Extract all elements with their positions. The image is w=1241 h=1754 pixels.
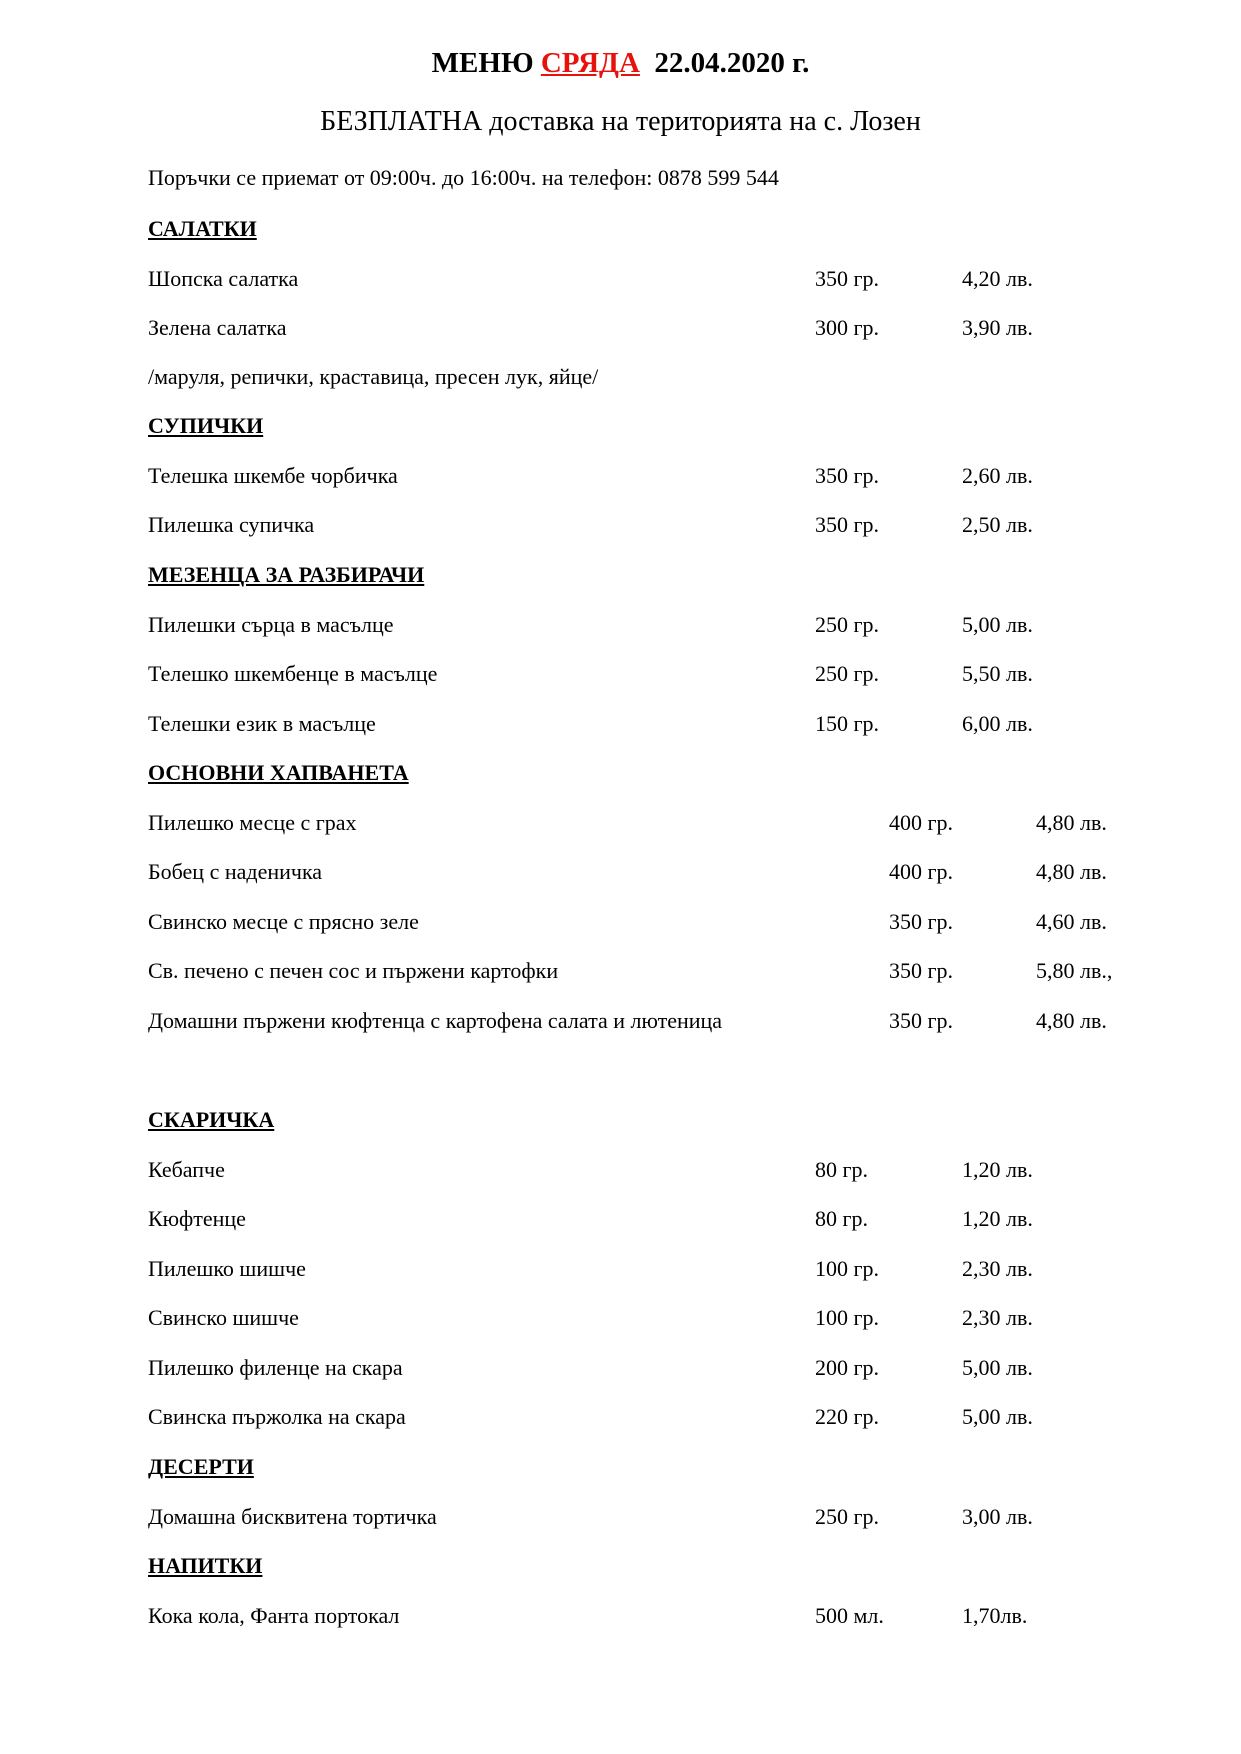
item-price: 6,00 лв.	[962, 711, 1033, 736]
item-name: Свинско месце с прясно зеле	[148, 909, 419, 934]
item-price: 4,80 лв.	[1036, 810, 1107, 835]
item-quantity: 350 гр.	[889, 958, 954, 983]
section-title-appetizers: МЕЗЕНЦА ЗА РАЗБИРАЧИ	[148, 562, 425, 587]
item-price: 5,00 лв.	[962, 1355, 1033, 1380]
item-price: 2,30 лв.	[962, 1256, 1033, 1281]
menu-item	[0, 660, 1241, 688]
section-title-desserts: ДЕСЕРТИ	[148, 1454, 254, 1479]
title-day: СРЯДА	[540, 47, 640, 79]
item-price: 3,90 лв.	[962, 315, 1033, 340]
item-name: Пилешко филенце на скара	[148, 1355, 403, 1380]
item-quantity: 250 гр.	[815, 661, 880, 686]
item-name: Свинска пържолка на скара	[148, 1404, 406, 1429]
section-title-soups: СУПИЧКИ	[148, 413, 264, 438]
menu-item	[0, 265, 1241, 293]
menu-item	[0, 1403, 1241, 1431]
item-price: 2,50 лв.	[962, 512, 1033, 537]
menu-item	[0, 1354, 1241, 1382]
title-prefix: МЕНЮ	[431, 47, 534, 79]
menu-item	[0, 710, 1241, 738]
item-price: 2,30 лв.	[962, 1305, 1033, 1330]
page-title	[0, 45, 1241, 81]
item-quantity: 300 гр.	[815, 315, 880, 340]
menu-item	[0, 611, 1241, 639]
item-note: /маруля, репички, краставица, пресен лук, яйце/	[148, 364, 599, 389]
item-price: 4,80 лв.	[1036, 859, 1107, 884]
delivery-subtitle: БЕЗПЛАТНА доставка на територията на с. Лозен	[320, 106, 921, 137]
item-quantity: 350 гр.	[889, 1008, 954, 1033]
item-name: Пилешка супичка	[148, 512, 315, 537]
item-quantity: 400 гр.	[889, 810, 954, 835]
item-quantity: 80 гр.	[815, 1206, 869, 1231]
item-name: Шопска салатка	[148, 266, 299, 291]
item-price: 5,80 лв.,	[1036, 958, 1113, 983]
menu-item	[0, 1304, 1241, 1332]
item-price: 4,80 лв.	[1036, 1008, 1107, 1033]
item-price: 1,70лв.	[962, 1603, 1028, 1628]
item-name: Зелена салатка	[148, 315, 287, 340]
item-quantity: 250 гр.	[815, 1504, 880, 1529]
item-price: 5,50 лв.	[962, 661, 1033, 686]
item-quantity: 80 гр.	[815, 1157, 869, 1182]
item-name: Пилешко месце с грах	[148, 810, 357, 835]
item-quantity: 100 гр.	[815, 1256, 880, 1281]
section-title-grill: СКАРИЧКА	[148, 1107, 275, 1132]
item-price: 1,20 лв.	[962, 1206, 1033, 1231]
menu-item	[0, 1205, 1241, 1233]
item-name: Телешко шкембенце в масълце	[148, 661, 438, 686]
item-name: Свинско шишче	[148, 1305, 299, 1330]
item-quantity: 350 гр.	[815, 266, 880, 291]
menu-item	[0, 511, 1241, 539]
item-quantity: 150 гр.	[815, 711, 880, 736]
item-quantity: 350 гр.	[815, 512, 880, 537]
item-price: 3,00 лв.	[962, 1504, 1033, 1529]
section-title-drinks: НАПИТКИ	[148, 1553, 263, 1578]
title-date: 22.04.2020 г.	[654, 47, 810, 79]
menu-item	[0, 1503, 1241, 1531]
item-quantity: 220 гр.	[815, 1404, 880, 1429]
section-title-mains: ОСНОВНИ ХАПВАНЕТА	[148, 760, 409, 785]
menu-item	[0, 858, 1241, 886]
item-name: Домашни пържени кюфтенца с картофена салата и лютеница	[148, 1008, 723, 1033]
item-quantity: 350 гр.	[889, 909, 954, 934]
item-name: Пилешки сърца в масълце	[148, 612, 394, 637]
item-name: Кока кола, Фанта портокал	[148, 1603, 400, 1628]
item-name: Кебапче	[148, 1157, 225, 1182]
menu-item	[0, 462, 1241, 490]
orders-info: Поръчки се приемат от 09:00ч. до 16:00ч. на телефон: 0878 599 544	[148, 165, 779, 190]
item-price: 2,60 лв.	[962, 463, 1033, 488]
menu-item	[0, 1007, 1241, 1035]
section-title-salads: САЛАТКИ	[148, 216, 257, 241]
menu-item	[0, 314, 1241, 342]
menu-item	[0, 957, 1241, 985]
item-price: 4,60 лв.	[1036, 909, 1107, 934]
item-price: 5,00 лв.	[962, 1404, 1033, 1429]
item-quantity: 100 гр.	[815, 1305, 880, 1330]
item-name: Св. печено с печен сос и пържени картофки	[148, 958, 559, 983]
item-price: 1,20 лв.	[962, 1157, 1033, 1182]
item-price: 5,00 лв.	[962, 612, 1033, 637]
item-price: 4,20 лв.	[962, 266, 1033, 291]
item-quantity: 200 гр.	[815, 1355, 880, 1380]
item-quantity: 400 гр.	[889, 859, 954, 884]
item-name: Кюфтенце	[148, 1206, 246, 1231]
item-name: Домашна бисквитена тортичка	[148, 1504, 437, 1529]
menu-item	[0, 908, 1241, 936]
menu-item	[0, 1156, 1241, 1184]
item-quantity: 350 гр.	[815, 463, 880, 488]
menu-item	[0, 809, 1241, 837]
item-name: Телешка шкембе чорбичка	[148, 463, 398, 488]
item-name: Бобец с наденичка	[148, 859, 323, 884]
menu-item	[0, 1602, 1241, 1630]
item-quantity: 250 гр.	[815, 612, 880, 637]
item-quantity: 500 мл.	[815, 1603, 884, 1628]
item-name: Пилешко шишче	[148, 1256, 306, 1281]
item-name: Телешки език в масълце	[148, 711, 376, 736]
menu-item	[0, 1255, 1241, 1283]
